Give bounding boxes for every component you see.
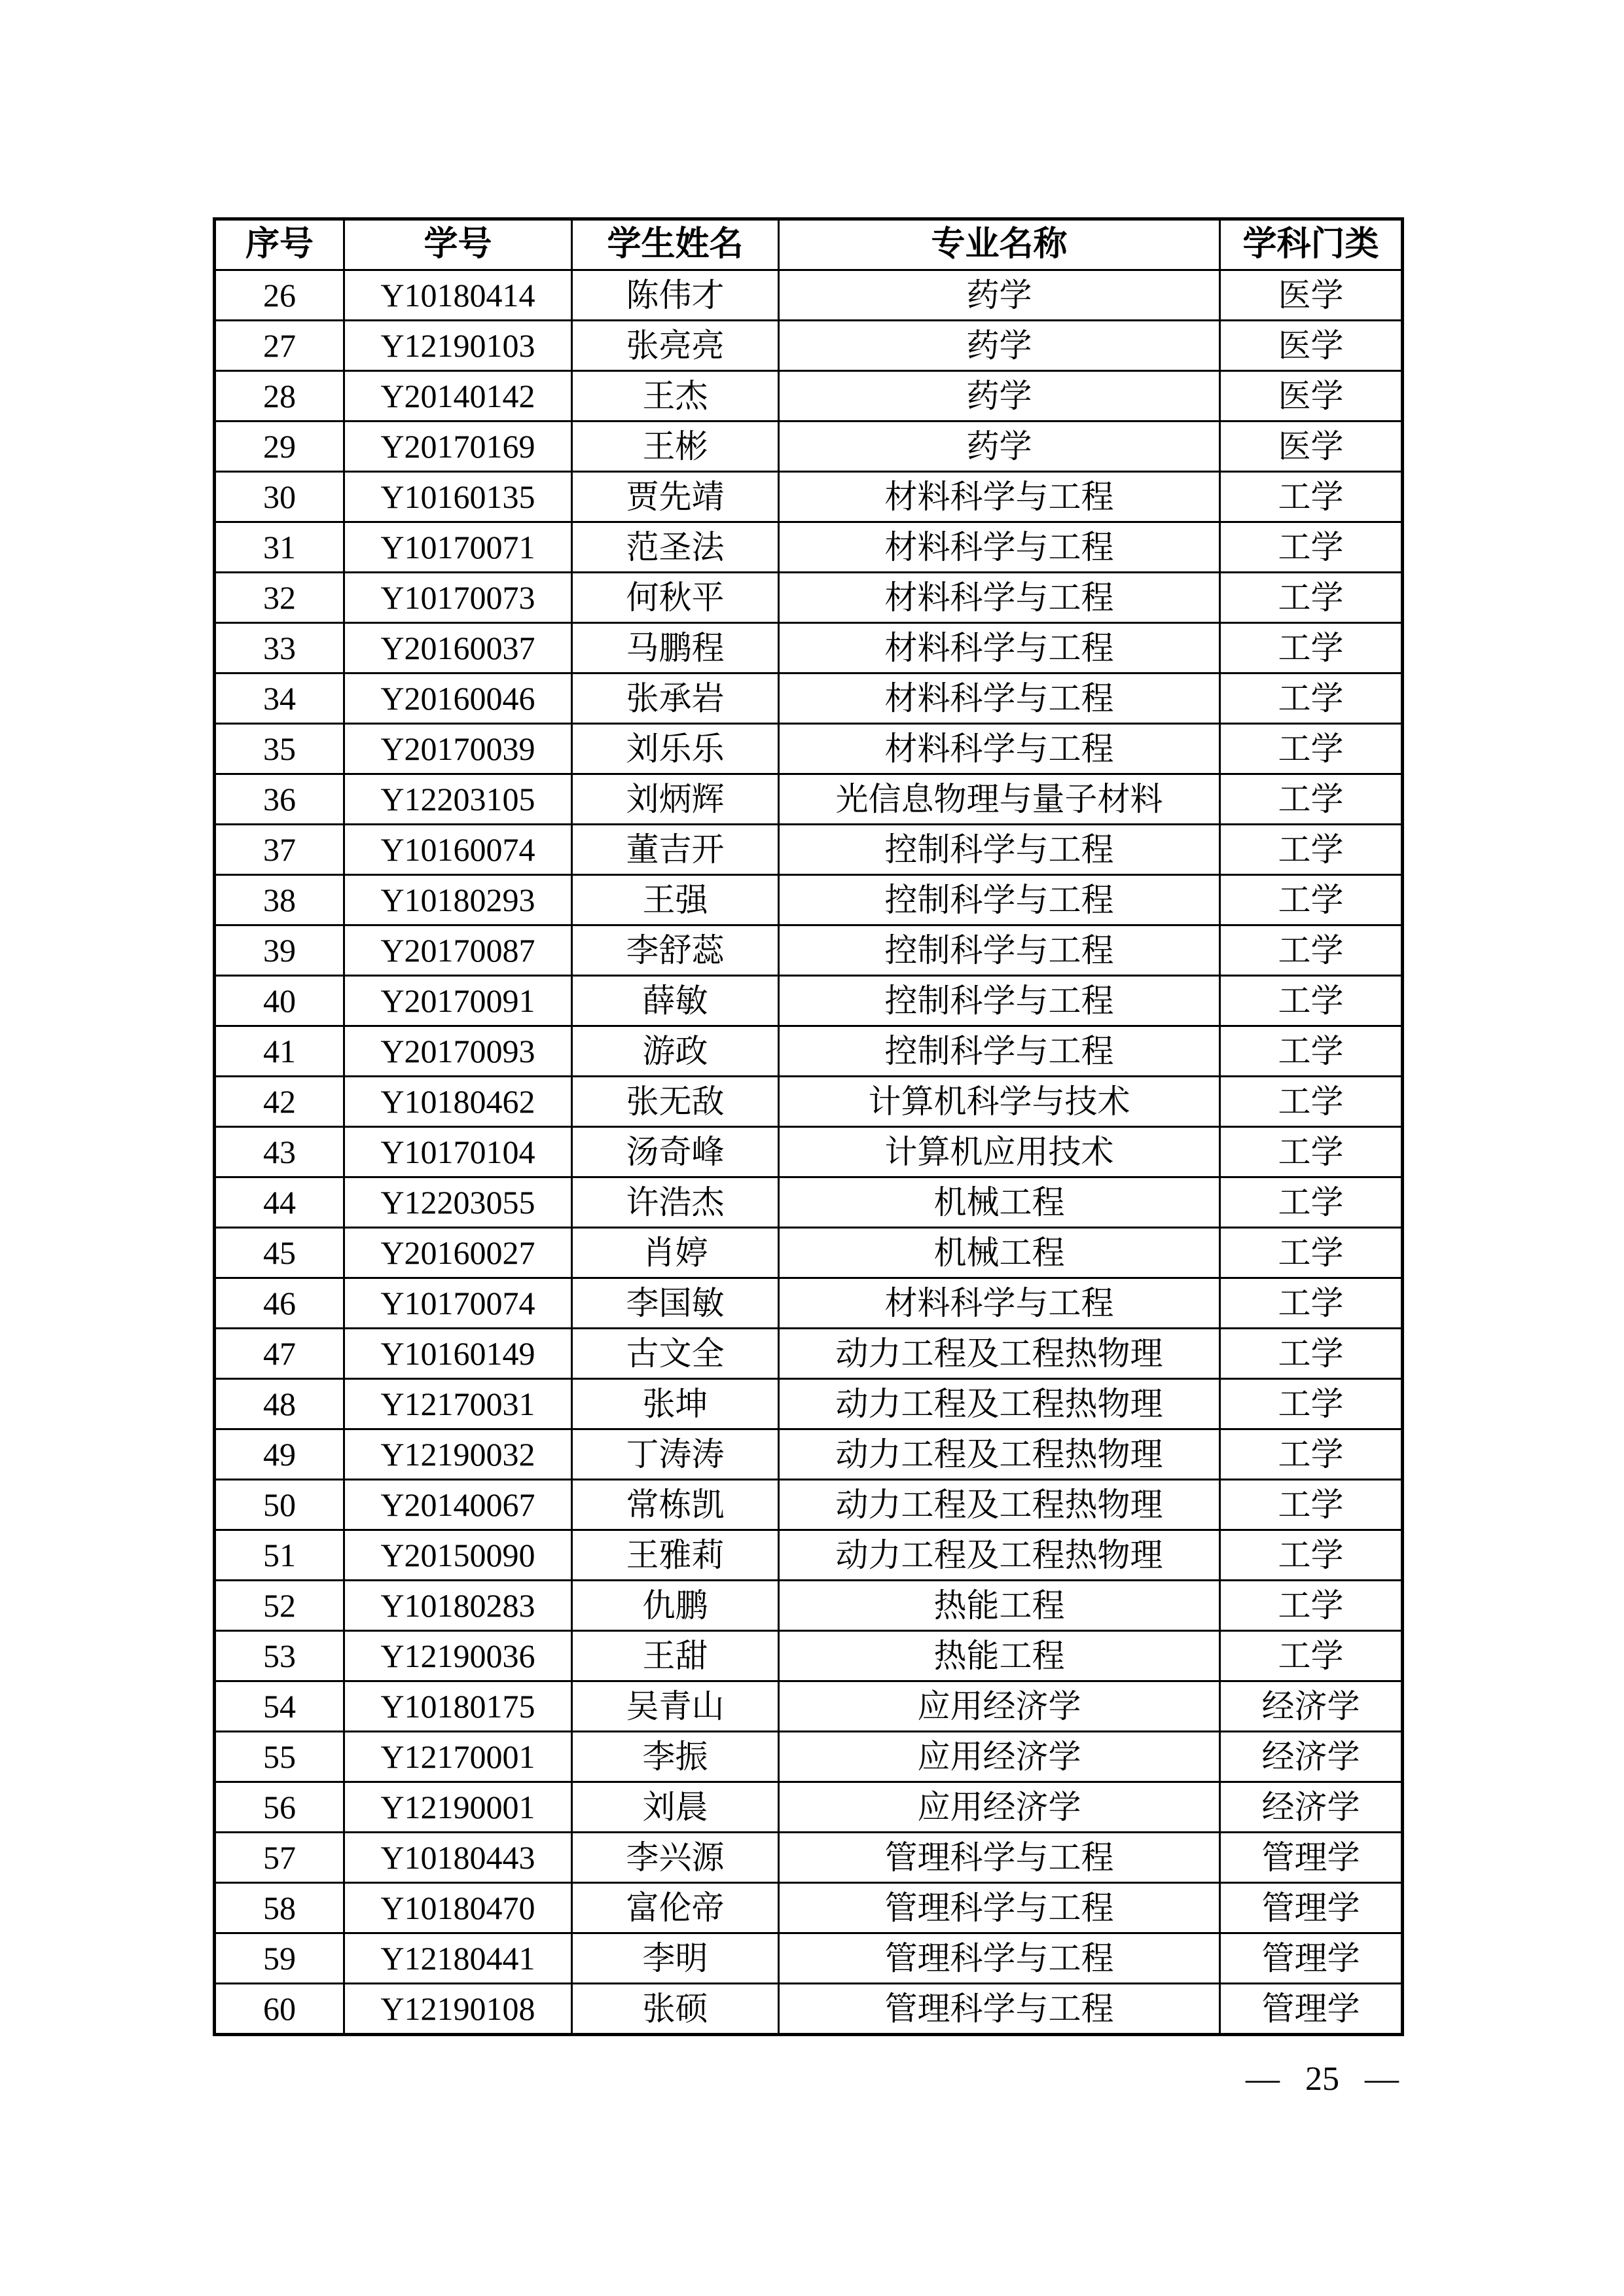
cell-student-id: Y10180293 (344, 875, 572, 925)
cell-index: 60 (215, 1984, 344, 2035)
table-row (215, 1782, 1403, 1833)
student-table (213, 217, 1404, 2036)
table-row (215, 1278, 1403, 1329)
cell-student-name: 刘晨 (572, 1782, 779, 1833)
cell-major: 机械工程 (779, 1177, 1220, 1228)
cell-discipline: 经济学 (1220, 1782, 1403, 1833)
cell-student-id: Y20170087 (344, 925, 572, 976)
cell-student-name: 贾先靖 (572, 472, 779, 522)
cell-discipline: 管理学 (1220, 1883, 1403, 1933)
cell-student-id: Y20140067 (344, 1480, 572, 1530)
cell-discipline: 工学 (1220, 673, 1403, 724)
cell-major: 材料科学与工程 (779, 724, 1220, 774)
cell-major: 控制科学与工程 (779, 925, 1220, 976)
cell-major: 药学 (779, 270, 1220, 321)
cell-student-id: Y12190032 (344, 1429, 572, 1480)
cell-index: 48 (215, 1379, 344, 1429)
cell-discipline: 经济学 (1220, 1732, 1403, 1782)
cell-student-name: 王雅莉 (572, 1530, 779, 1581)
cell-major: 控制科学与工程 (779, 875, 1220, 925)
table-row (215, 925, 1403, 976)
cell-major: 控制科学与工程 (779, 976, 1220, 1026)
cell-student-name: 李舒蕊 (572, 925, 779, 976)
cell-discipline: 工学 (1220, 1177, 1403, 1228)
cell-index: 53 (215, 1631, 344, 1681)
cell-student-id: Y20160037 (344, 623, 572, 673)
cell-discipline: 工学 (1220, 1631, 1403, 1681)
cell-major: 药学 (779, 422, 1220, 472)
cell-student-id: Y20160027 (344, 1228, 572, 1278)
cell-index: 39 (215, 925, 344, 976)
cell-student-name: 游政 (572, 1026, 779, 1077)
table-row (215, 774, 1403, 825)
cell-index: 42 (215, 1077, 344, 1127)
cell-student-id: Y20160046 (344, 673, 572, 724)
cell-major: 计算机科学与技术 (779, 1077, 1220, 1127)
table-row (215, 1127, 1403, 1177)
table-row (215, 522, 1403, 573)
cell-student-id: Y10170104 (344, 1127, 572, 1177)
cell-student-name: 古文全 (572, 1329, 779, 1379)
cell-major: 材料科学与工程 (779, 573, 1220, 623)
cell-index: 46 (215, 1278, 344, 1329)
table-row (215, 1631, 1403, 1681)
table-row (215, 1480, 1403, 1530)
table-row (215, 1026, 1403, 1077)
cell-index: 57 (215, 1833, 344, 1883)
header-student-id: 学号 (344, 219, 572, 270)
cell-discipline: 工学 (1220, 1329, 1403, 1379)
cell-student-name: 常栋凯 (572, 1480, 779, 1530)
cell-student-name: 李兴源 (572, 1833, 779, 1883)
cell-student-name: 李明 (572, 1933, 779, 1984)
cell-discipline: 工学 (1220, 774, 1403, 825)
cell-index: 29 (215, 422, 344, 472)
cell-discipline: 工学 (1220, 1581, 1403, 1631)
table-row (215, 1883, 1403, 1933)
cell-student-name: 张承岩 (572, 673, 779, 724)
cell-student-id: Y10160074 (344, 825, 572, 875)
cell-student-id: Y10180470 (344, 1883, 572, 1933)
cell-student-id: Y10170071 (344, 522, 572, 573)
cell-discipline: 工学 (1220, 573, 1403, 623)
cell-discipline: 工学 (1220, 1026, 1403, 1077)
cell-student-id: Y12180441 (344, 1933, 572, 1984)
cell-discipline: 工学 (1220, 976, 1403, 1026)
cell-index: 36 (215, 774, 344, 825)
cell-student-id: Y10180414 (344, 270, 572, 321)
cell-student-id: Y12203055 (344, 1177, 572, 1228)
cell-student-id: Y20170091 (344, 976, 572, 1026)
cell-student-name: 范圣法 (572, 522, 779, 573)
table-row (215, 1530, 1403, 1581)
cell-major: 应用经济学 (779, 1681, 1220, 1732)
cell-discipline: 医学 (1220, 270, 1403, 321)
cell-index: 32 (215, 573, 344, 623)
table-row (215, 1933, 1403, 1984)
cell-student-name: 许浩杰 (572, 1177, 779, 1228)
cell-discipline: 工学 (1220, 925, 1403, 976)
cell-index: 35 (215, 724, 344, 774)
cell-discipline: 工学 (1220, 825, 1403, 875)
cell-discipline: 经济学 (1220, 1681, 1403, 1732)
cell-student-id: Y20170093 (344, 1026, 572, 1077)
cell-index: 56 (215, 1782, 344, 1833)
table-row (215, 1581, 1403, 1631)
cell-major: 材料科学与工程 (779, 623, 1220, 673)
cell-student-id: Y12190103 (344, 321, 572, 371)
table-row (215, 1228, 1403, 1278)
table-row (215, 1379, 1403, 1429)
cell-student-name: 马鹏程 (572, 623, 779, 673)
cell-student-name: 汤奇峰 (572, 1127, 779, 1177)
cell-major: 动力工程及工程热物理 (779, 1480, 1220, 1530)
table-row (215, 270, 1403, 321)
cell-major: 动力工程及工程热物理 (779, 1429, 1220, 1480)
cell-student-id: Y20150090 (344, 1530, 572, 1581)
table-row (215, 321, 1403, 371)
cell-major: 控制科学与工程 (779, 825, 1220, 875)
cell-major: 机械工程 (779, 1228, 1220, 1278)
table-row (215, 1429, 1403, 1480)
cell-major: 动力工程及工程热物理 (779, 1530, 1220, 1581)
cell-index: 38 (215, 875, 344, 925)
cell-index: 43 (215, 1127, 344, 1177)
cell-major: 热能工程 (779, 1581, 1220, 1631)
cell-index: 50 (215, 1480, 344, 1530)
table-row (215, 825, 1403, 875)
cell-student-name: 富伦帝 (572, 1883, 779, 1933)
cell-index: 47 (215, 1329, 344, 1379)
cell-student-id: Y10180175 (344, 1681, 572, 1732)
student-table-body (215, 270, 1403, 2035)
cell-index: 51 (215, 1530, 344, 1581)
table-row (215, 1984, 1403, 2035)
cell-student-id: Y12203105 (344, 774, 572, 825)
header-student-name: 学生姓名 (572, 219, 779, 270)
cell-student-name: 陈伟才 (572, 270, 779, 321)
cell-major: 材料科学与工程 (779, 522, 1220, 573)
cell-discipline: 管理学 (1220, 1933, 1403, 1984)
cell-index: 41 (215, 1026, 344, 1077)
cell-major: 管理科学与工程 (779, 1984, 1220, 2035)
page-number: — 25 — (1246, 2060, 1399, 2098)
header-index: 序号 (215, 219, 344, 270)
cell-student-id: Y20170169 (344, 422, 572, 472)
cell-major: 管理科学与工程 (779, 1833, 1220, 1883)
cell-student-id: Y10180443 (344, 1833, 572, 1883)
cell-index: 33 (215, 623, 344, 673)
cell-student-id: Y10180283 (344, 1581, 572, 1631)
cell-student-name: 王杰 (572, 371, 779, 422)
cell-discipline: 工学 (1220, 1429, 1403, 1480)
cell-student-name: 张硕 (572, 1984, 779, 2035)
cell-discipline: 工学 (1220, 472, 1403, 522)
cell-student-name: 刘炳辉 (572, 774, 779, 825)
cell-major: 材料科学与工程 (779, 472, 1220, 522)
cell-index: 31 (215, 522, 344, 573)
cell-student-name: 何秋平 (572, 573, 779, 623)
cell-index: 58 (215, 1883, 344, 1933)
cell-student-name: 王彬 (572, 422, 779, 472)
cell-index: 52 (215, 1581, 344, 1631)
cell-major: 光信息物理与量子材料 (779, 774, 1220, 825)
cell-student-name: 李振 (572, 1732, 779, 1782)
cell-student-id: Y20170039 (344, 724, 572, 774)
cell-discipline: 工学 (1220, 875, 1403, 925)
cell-major: 应用经济学 (779, 1782, 1220, 1833)
cell-discipline: 工学 (1220, 1278, 1403, 1329)
cell-index: 40 (215, 976, 344, 1026)
cell-discipline: 医学 (1220, 321, 1403, 371)
cell-major: 动力工程及工程热物理 (779, 1379, 1220, 1429)
table-row (215, 422, 1403, 472)
cell-discipline: 工学 (1220, 522, 1403, 573)
cell-index: 28 (215, 371, 344, 422)
cell-student-id: Y10170074 (344, 1278, 572, 1329)
table-row (215, 472, 1403, 522)
cell-discipline: 管理学 (1220, 1833, 1403, 1883)
cell-student-name: 肖婷 (572, 1228, 779, 1278)
cell-index: 49 (215, 1429, 344, 1480)
cell-student-name: 董吉开 (572, 825, 779, 875)
cell-student-name: 仇鹏 (572, 1581, 779, 1631)
cell-index: 45 (215, 1228, 344, 1278)
table-row (215, 573, 1403, 623)
cell-major: 控制科学与工程 (779, 1026, 1220, 1077)
cell-discipline: 工学 (1220, 623, 1403, 673)
cell-major: 应用经济学 (779, 1732, 1220, 1782)
cell-student-id: Y12190108 (344, 1984, 572, 2035)
cell-discipline: 工学 (1220, 1127, 1403, 1177)
table-row (215, 1077, 1403, 1127)
table-row (215, 1329, 1403, 1379)
cell-student-id: Y10160149 (344, 1329, 572, 1379)
table-row (215, 976, 1403, 1026)
cell-index: 30 (215, 472, 344, 522)
cell-student-name: 张坤 (572, 1379, 779, 1429)
table-row (215, 623, 1403, 673)
cell-student-name: 李国敏 (572, 1278, 779, 1329)
cell-student-id: Y12190036 (344, 1631, 572, 1681)
cell-discipline: 工学 (1220, 724, 1403, 774)
table-row (215, 1177, 1403, 1228)
cell-major: 药学 (779, 321, 1220, 371)
cell-major: 热能工程 (779, 1631, 1220, 1681)
table-row (215, 724, 1403, 774)
table-row (215, 673, 1403, 724)
cell-index: 27 (215, 321, 344, 371)
table-row (215, 1732, 1403, 1782)
table-row (215, 1833, 1403, 1883)
cell-index: 37 (215, 825, 344, 875)
table-row (215, 875, 1403, 925)
cell-major: 动力工程及工程热物理 (779, 1329, 1220, 1379)
cell-discipline: 工学 (1220, 1480, 1403, 1530)
cell-student-name: 王强 (572, 875, 779, 925)
cell-index: 55 (215, 1732, 344, 1782)
table-row (215, 1681, 1403, 1732)
header-discipline: 学科门类 (1220, 219, 1403, 270)
cell-student-id: Y20140142 (344, 371, 572, 422)
cell-student-name: 刘乐乐 (572, 724, 779, 774)
table-row (215, 371, 1403, 422)
cell-student-id: Y10160135 (344, 472, 572, 522)
cell-index: 59 (215, 1933, 344, 1984)
cell-major: 材料科学与工程 (779, 673, 1220, 724)
cell-major: 计算机应用技术 (779, 1127, 1220, 1177)
cell-index: 26 (215, 270, 344, 321)
cell-student-name: 薛敏 (572, 976, 779, 1026)
cell-student-name: 丁涛涛 (572, 1429, 779, 1480)
cell-discipline: 工学 (1220, 1228, 1403, 1278)
cell-major: 材料科学与工程 (779, 1278, 1220, 1329)
cell-student-id: Y12170001 (344, 1732, 572, 1782)
cell-major: 药学 (779, 371, 1220, 422)
cell-index: 54 (215, 1681, 344, 1732)
cell-student-name: 张无敌 (572, 1077, 779, 1127)
table-header (215, 219, 1403, 270)
cell-major: 管理科学与工程 (779, 1883, 1220, 1933)
cell-discipline: 工学 (1220, 1077, 1403, 1127)
cell-student-name: 王甜 (572, 1631, 779, 1681)
cell-discipline: 工学 (1220, 1379, 1403, 1429)
cell-student-id: Y12170031 (344, 1379, 572, 1429)
cell-student-name: 吴青山 (572, 1681, 779, 1732)
header-row (215, 219, 1403, 270)
cell-student-id: Y10170073 (344, 573, 572, 623)
cell-index: 44 (215, 1177, 344, 1228)
cell-discipline: 管理学 (1220, 1984, 1403, 2035)
cell-student-name: 张亮亮 (572, 321, 779, 371)
cell-discipline: 工学 (1220, 1530, 1403, 1581)
cell-major: 管理科学与工程 (779, 1933, 1220, 1984)
cell-student-id: Y10180462 (344, 1077, 572, 1127)
cell-index: 34 (215, 673, 344, 724)
cell-student-id: Y12190001 (344, 1782, 572, 1833)
cell-discipline: 医学 (1220, 371, 1403, 422)
cell-discipline: 医学 (1220, 422, 1403, 472)
header-major: 专业名称 (779, 219, 1220, 270)
